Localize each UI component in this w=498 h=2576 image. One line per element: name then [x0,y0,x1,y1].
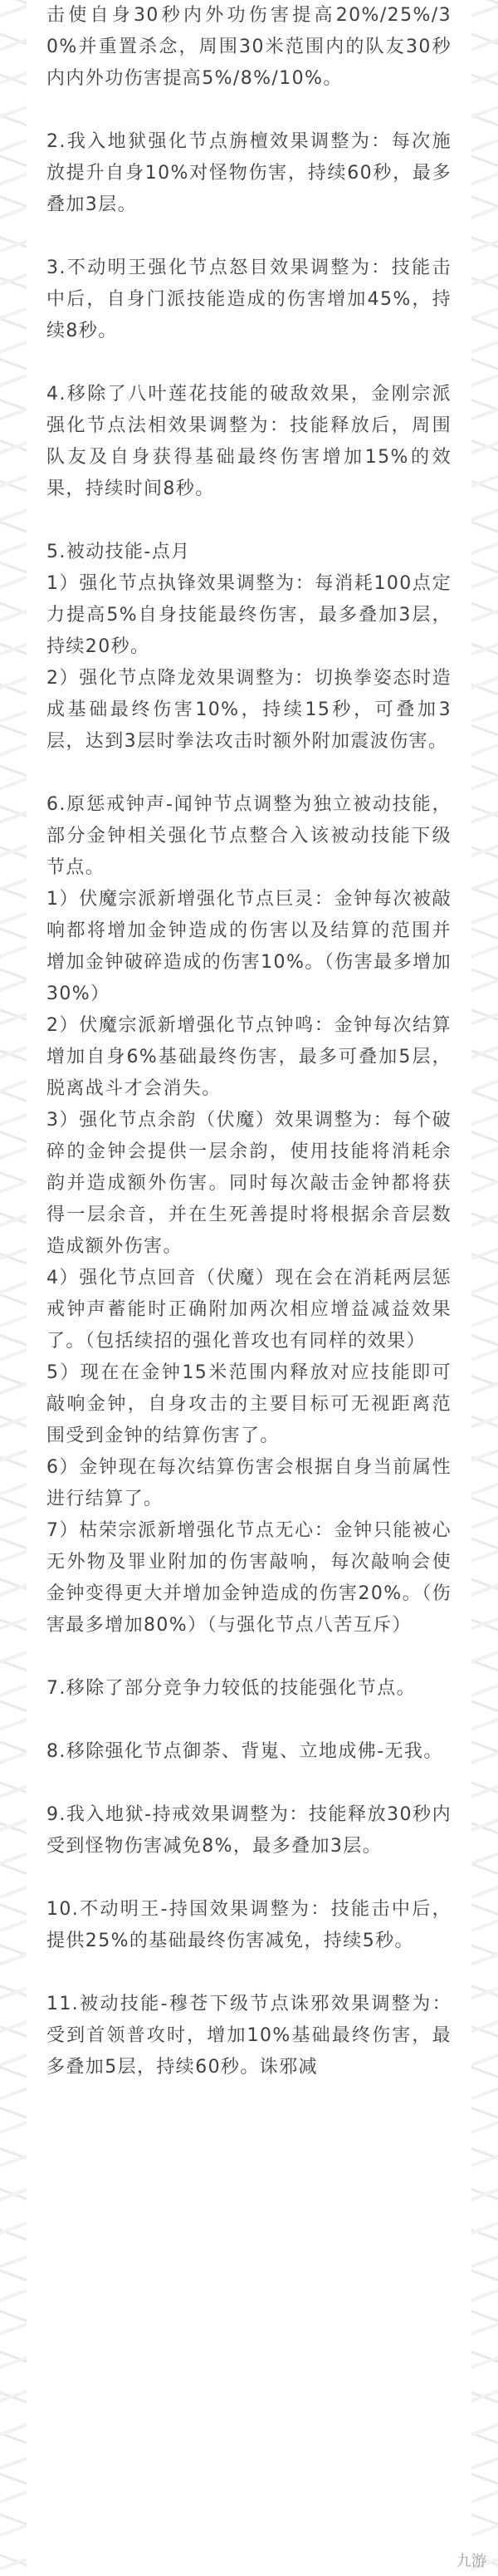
paragraph-item-8: 8.移除强化节点御荼、背嵬、立地成佛-无我。 [46,1741,443,1762]
paragraph-item-2: 2.我入地狱强化节点旃檀效果调整为：每次施放提升自身10%对怪物伤害，持续60秒，最多叠加3层。 [46,131,452,215]
patch-notes-content [46,0,452,2083]
paragraph-intro-continuation: 击使自身30秒内外功伤害提高20%/25%/30%并重置杀念，周围30米范围内的队友30秒内内外功伤害提高5%/8%/10%。 [46,5,452,89]
paragraph-item-4: 4.移除了八叶莲花技能的破敌效果，金刚宗派强化节点法相效果调整为：技能释放后，周围队友及自身获得基础最终伤害增加15%的效果，持续时间8秒。 [46,384,452,499]
decorative-border-right [471,0,498,2576]
decorative-border-left [0,0,27,2576]
paragraph-item-6: 6.原惩戒钟声-闻钟节点调整为独立被动技能，部分金钟相关强化节点整合入该被动技能下级节点。 1）伏魔宗派新增强化节点巨灵：金钟每次被敲响都将增加金钟造成的伤害以及结算的范围并增加金钟破碎造成的伤害10%。（伤害最多增加30%） 2）伏魔宗派新增强化节点钟鸣：金钟每次结算增加自身6%基础最终伤害，最多可叠加5层，脱离战斗才会消失。 3）强化节点余韵（伏魔）效果调整为：每个破碎的金钟会提供一层余韵，使用技能将消耗余韵并造成额外伤害。同时每次敲击金钟都将获得一层余音，并在生死善提时将根据余音层数造成额外伤害。 4）强化节点回音（伏魔）现在会在消耗两层惩戒钟声蓄能时正确附加两次相应增益减益效果了。（包括续招的强化普攻也有同样的效果） 5）现在在金钟15米范围内释放对应技能即可敲响金钟，自身攻击的主要目标可无视距离范围受到金钟的结算伤害了。 6）金钟现在每次结算伤害会根据自身当前属性进行结算了。 7）枯荣宗派新增强化节点无心：金钟只能被心无外物及罪业附加的伤害敲响，每次敲响会使金钟变得更大并增加金钟造成的伤害20%。（伤害最多增加80%）（与强化节点八苦互斥） [46,794,452,1636]
paragraph-item-3: 3.不动明王强化节点怒目效果调整为：技能击中后，自身门派技能造成的伤害增加45%，持续8秒。 [46,258,452,341]
paragraph-item-7: 7.移除了部分竞争力较低的技能强化节点。 [46,1678,416,1699]
paragraph-item-10: 10.不动明王-持国效果调整为：技能击中后，提供25%的基础最终伤害减免，持续5秒。 [46,1899,452,1951]
paragraph-item-9: 9.我入地狱-持戒效果调整为：技能释放30秒内受到怪物伤害减免8%，最多叠加3层。 [46,1804,452,1857]
paragraph-item-11: 11.被动技能-穆苍下级节点诛邪效果调整为：受到首领普攻时，增加10%基础最终伤害，最多叠加5层，持续60秒。诛邪减 [46,1994,452,2078]
watermark-logo: 九游 [456,2553,486,2570]
paragraph-item-5: 5.被动技能-点月 1）强化节点执锋效果调整为：每消耗100点定力提高5%自身技能最终伤害，最多叠加3层，持续20秒。 2）强化节点降龙效果调整为：切换拳姿态时造成基础最终伤害10%，持续15秒，可叠加3层，达到3层时拳法攻击时额外附加震波伤害。 [46,542,452,752]
